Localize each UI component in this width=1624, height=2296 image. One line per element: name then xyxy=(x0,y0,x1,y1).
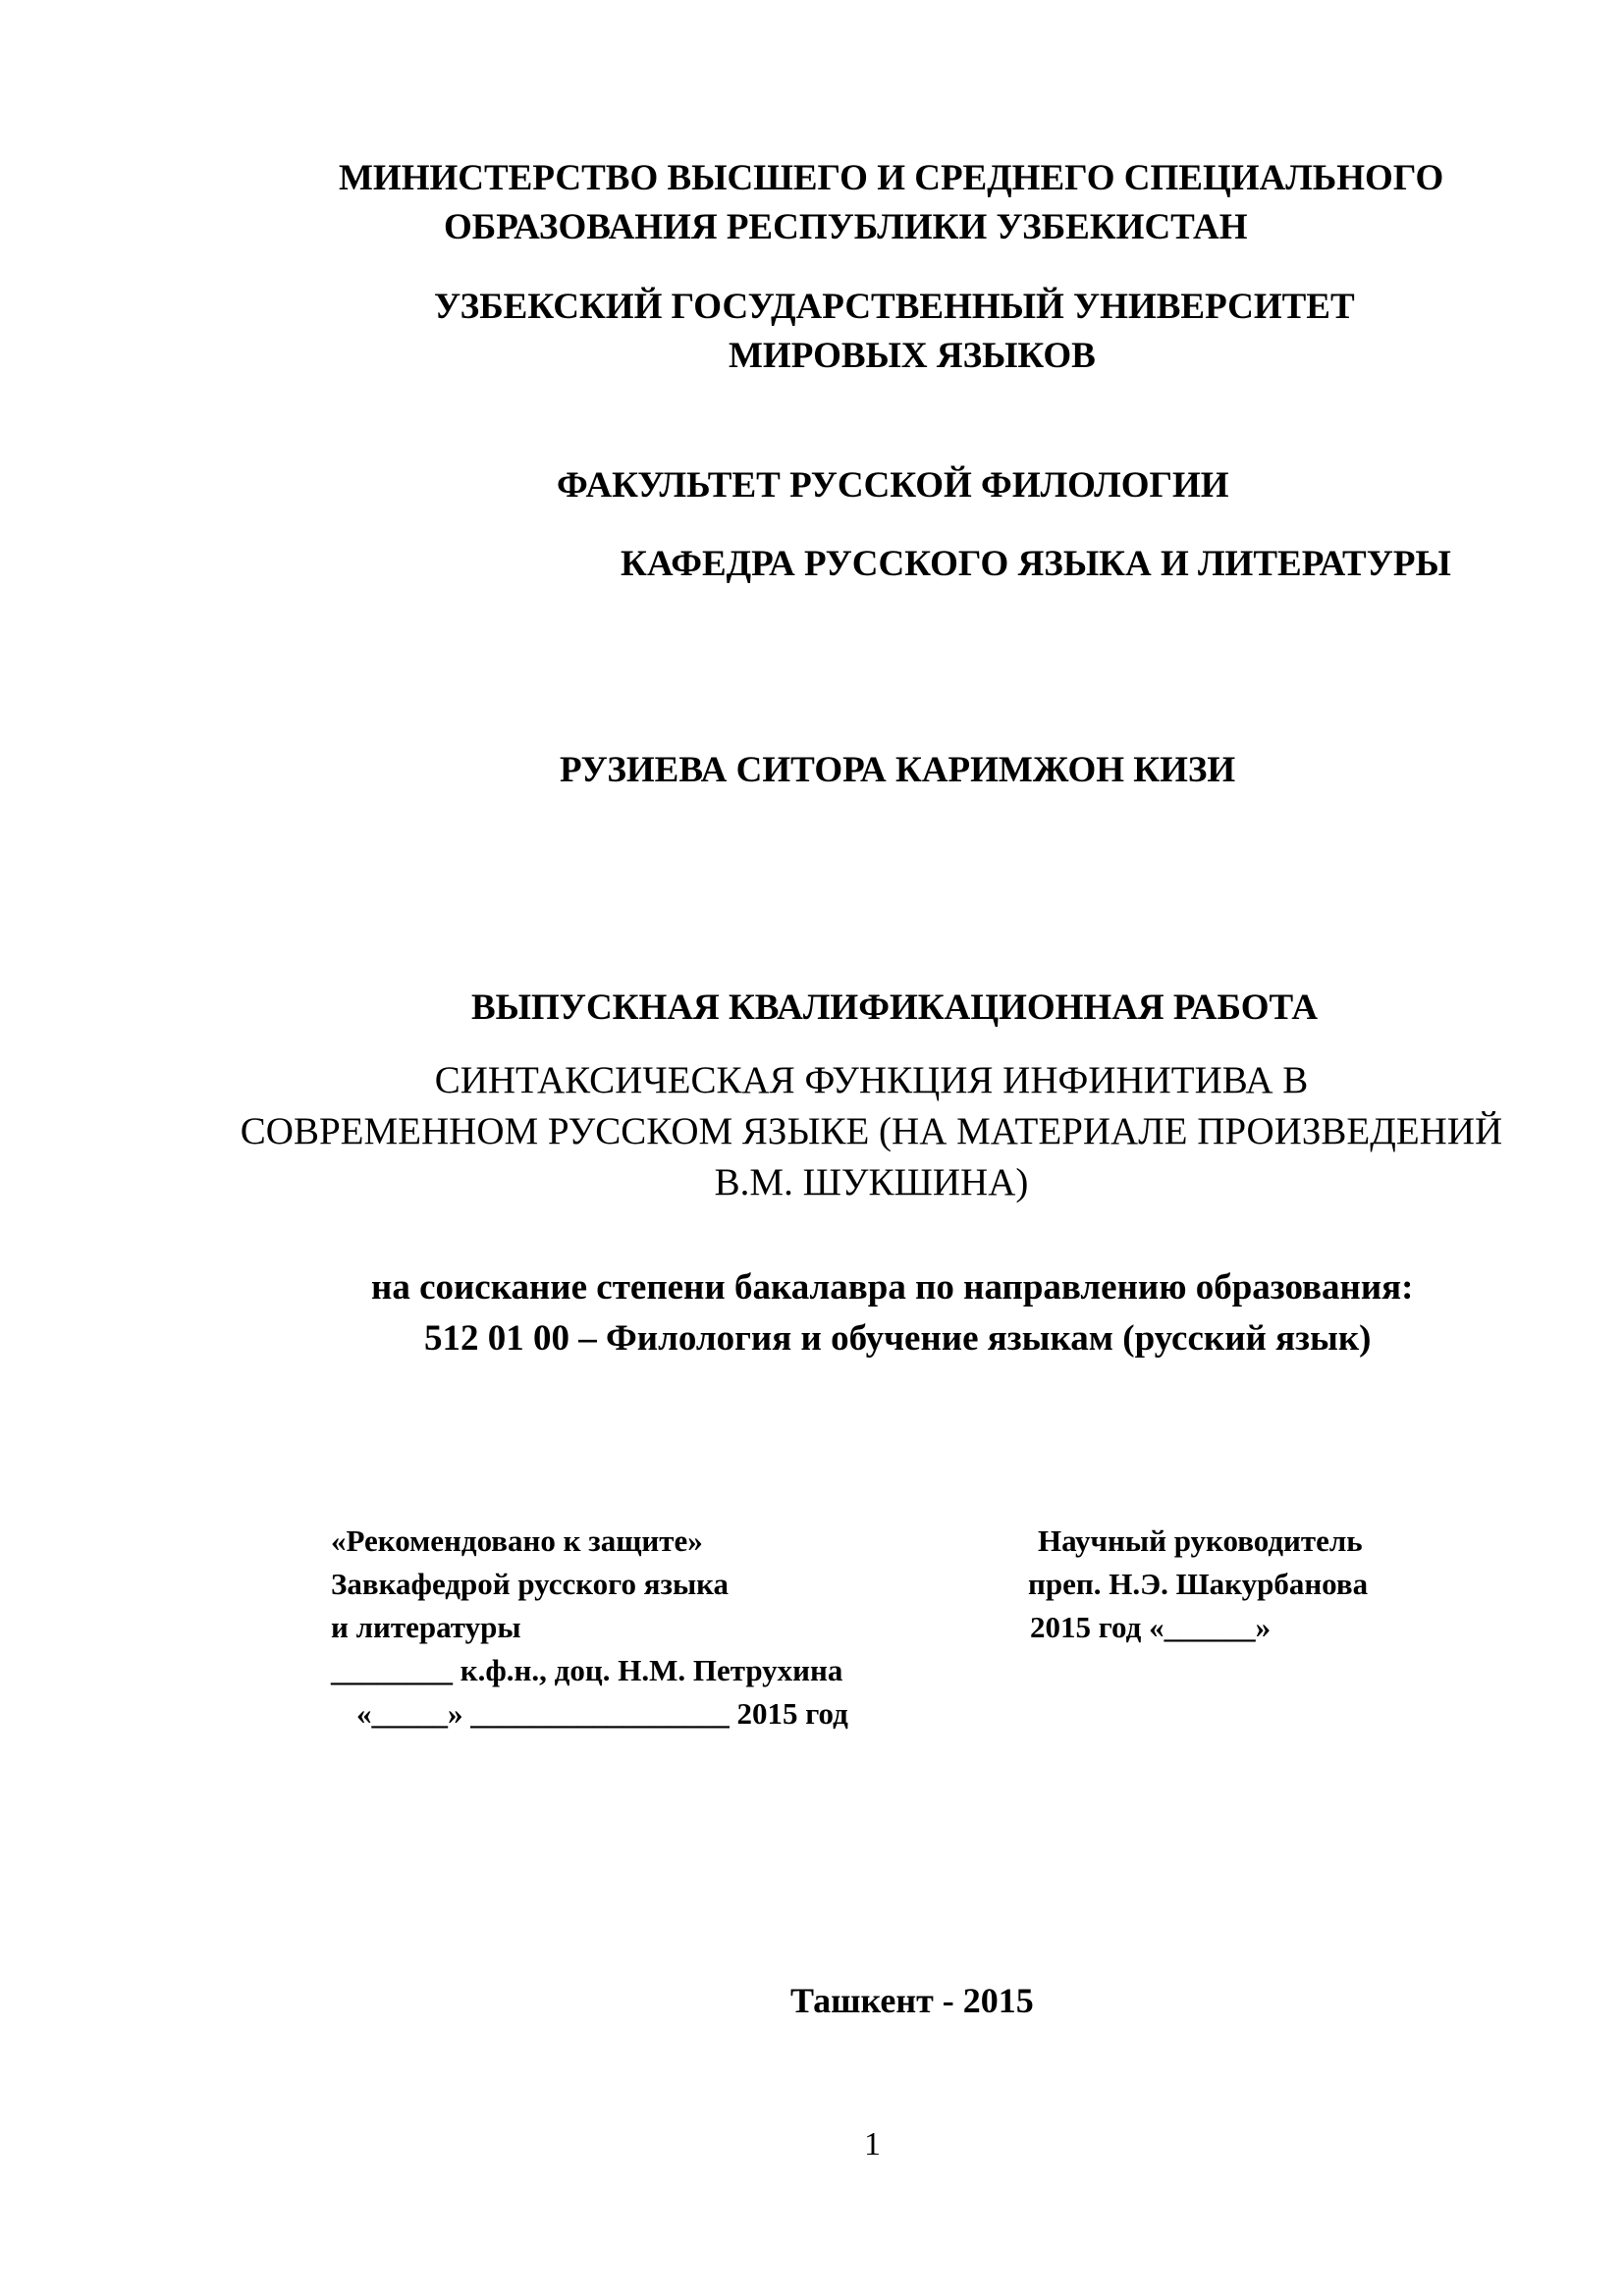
university-line-1: УЗБЕКСКИЙ ГОСУДАРСТВЕННЫЙ УНИВЕРСИТЕТ xyxy=(434,287,1355,327)
author-name: РУЗИЕВА СИТОРА КАРИМЖОН КИЗИ xyxy=(560,750,1236,790)
university-line-2: МИРОВЫХ ЯЗЫКОВ xyxy=(729,336,1096,376)
degree-line-2: 512 01 00 – Филология и обучение языкам (русский язык) xyxy=(424,1318,1372,1359)
work-title-line-3: В.М. ШУКШИНА) xyxy=(714,1161,1029,1203)
head-of-department-line: Завкафедрой русского языка xyxy=(331,1567,730,1601)
head-date-line: «_____» _________________ 2015 год xyxy=(356,1696,848,1731)
department-literature-line: и литературы xyxy=(331,1610,521,1644)
supervisor-date-line: 2015 год «______» xyxy=(1030,1610,1272,1644)
recommended-label: «Рекомендовано к защите» xyxy=(331,1523,703,1558)
department-name: КАФЕДРА РУССКОГО ЯЗЫКА И ЛИТЕРАТУРЫ xyxy=(621,544,1451,584)
supervisor-label: Научный руководитель xyxy=(1038,1523,1363,1558)
degree-line-1: на соискание степени бакалавра по направлению образования: xyxy=(371,1267,1414,1308)
work-type: ВЫПУСКНАЯ КВАЛИФИКАЦИОННАЯ РАБОТА xyxy=(471,988,1319,1028)
head-signature-line: ________ к.ф.н., доц. Н.М. Петрухина xyxy=(331,1653,843,1687)
city-year: Ташкент - 2015 xyxy=(790,1981,1034,2020)
ministry-line-1: МИНИСТЕРСТВО ВЫСШЕГО И СРЕДНЕГО СПЕЦИАЛЬНОГО xyxy=(339,158,1444,198)
page-number: 1 xyxy=(864,2126,881,2163)
faculty-name: ФАКУЛЬТЕТ РУССКОЙ ФИЛОЛОГИИ xyxy=(557,465,1229,506)
work-title xyxy=(236,1055,1507,1208)
work-title-line-2: СОВРЕМЕННОМ РУССКОМ ЯЗЫКЕ (НА МАТЕРИАЛЕ ПРОИЗВЕДЕНИЙ xyxy=(240,1110,1503,1152)
supervisor-name: преп. Н.Э. Шакурбанова xyxy=(1028,1567,1369,1601)
work-title-line-1: СИНТАКСИЧЕСКАЯ ФУНКЦИЯ ИНФИНИТИВА В xyxy=(434,1059,1309,1101)
ministry-line-2: ОБРАЗОВАНИЯ РЕСПУБЛИКИ УЗБЕКИСТАН xyxy=(444,207,1248,247)
